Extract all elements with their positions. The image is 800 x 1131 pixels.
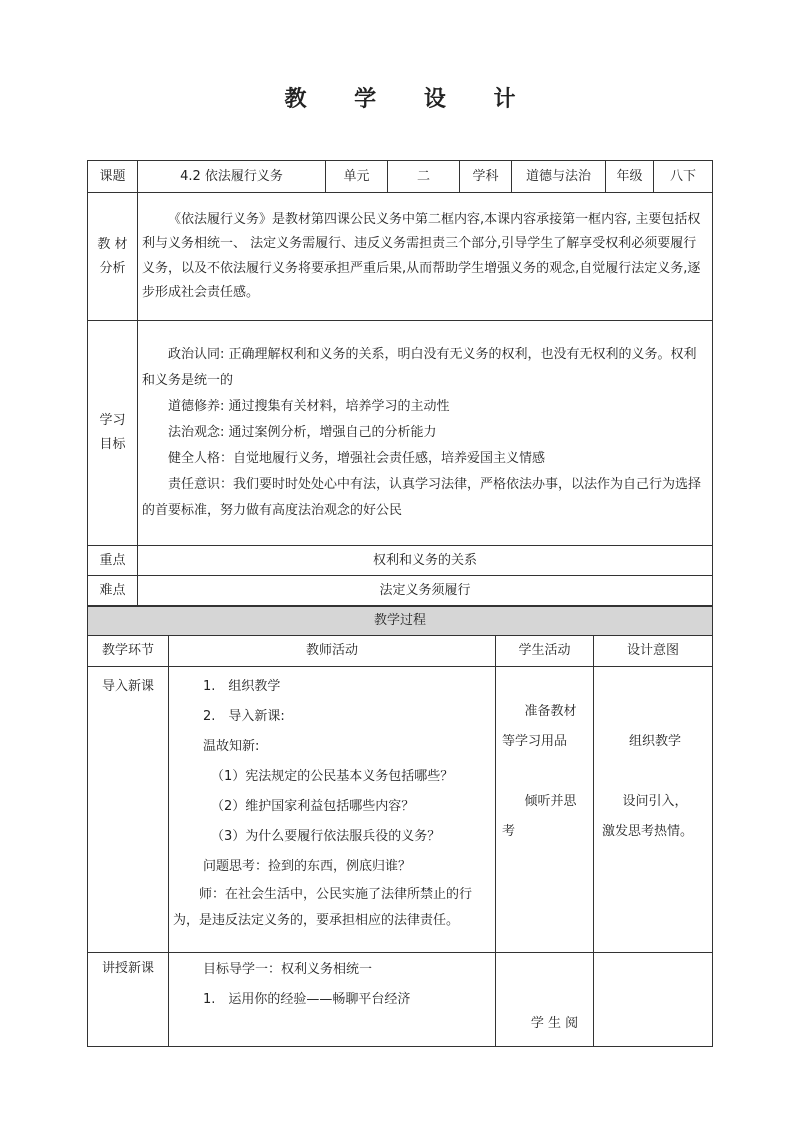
lecture-teacher-cell: [169, 953, 496, 1047]
subject-value: 道德与法治: [512, 161, 606, 193]
goal-political: 政治认同: 正确理解权利和义务的关系，明白没有无义务的权利，也没有无权利的义务。权利和义务是统一的: [142, 347, 697, 388]
intro-step-1: 1. 组织教学: [203, 679, 281, 694]
intro-teacher-note: 师：在社会生活中，公民实施了法律所禁止的行为，是违反法定义务的，要承担相应的法律责任。: [173, 887, 473, 928]
header-stage: 教学环节: [88, 636, 169, 667]
intro-purpose-1: 组织教学: [629, 734, 682, 749]
unit-value: 二: [388, 161, 460, 193]
lecture-step-1: 1. 运用你的经验——畅聊平台经济: [203, 992, 411, 1007]
intro-student-2: 等学习用品: [502, 734, 568, 749]
goals-label: 学习 目标: [88, 321, 138, 546]
intro-student-4: 考: [502, 824, 516, 839]
material-text-cell: [138, 193, 713, 321]
subject-label: 学科: [460, 161, 512, 193]
page-title: 教 学 设 计: [284, 86, 536, 112]
grade-label: 年级: [606, 161, 654, 193]
goal-responsibility: 责任意识：我们要时时处处心中有法，认真学习法律，严格依法办事，以法作为自己行为选择的首要标准，努力做有高度法治观念的好公民: [142, 477, 702, 518]
key-point-value: 权利和义务的关系: [138, 546, 713, 576]
intro-purpose-cell: [594, 667, 713, 953]
lecture-student-cell: [496, 953, 594, 1047]
header-student: 学生活动: [496, 636, 594, 667]
difficult-point-value: 法定义务须履行: [138, 576, 713, 606]
course-value: 4.2 依法履行义务: [138, 161, 326, 193]
intro-stage: 导入新课: [88, 667, 169, 953]
goal-law: 法治观念: 通过案例分析，增强自己的分析能力: [168, 425, 437, 440]
material-label: 教 材 分析: [88, 193, 138, 321]
grade-value: 八下: [654, 161, 713, 193]
intro-student-1: 准备教材: [524, 704, 577, 719]
header-purpose: 设计意图: [594, 636, 713, 667]
intro-purpose-3: 激发思考热情。: [602, 824, 694, 839]
unit-label: 单元: [326, 161, 388, 193]
goals-cell: [138, 321, 713, 546]
goal-moral: 道德修养: 通过搜集有关材料，培养学习的主动性: [168, 399, 450, 414]
lecture-student-1: 学 生 阅: [530, 1016, 579, 1031]
intro-step-2: 2. 导入新课:: [203, 709, 285, 724]
intro-student-3: 倾听并思: [524, 794, 577, 809]
key-point-label: 重点: [88, 546, 138, 576]
lecture-purpose-cell: [594, 953, 713, 1047]
difficult-point-label: 难点: [88, 576, 138, 606]
process-heading: 教学过程: [88, 607, 713, 636]
course-label: 课题: [88, 161, 138, 193]
intro-review: 温故知新:: [203, 739, 260, 754]
lesson-info-table: [87, 160, 713, 606]
goal-personality: 健全人格：自觉地履行义务，增强社会责任感，培养爱国主义情感: [168, 451, 546, 466]
material-text: 《依法履行义务》是教材第四课公民义务中第二框内容,本课内容承接第一框内容, 主要包括权利与义务相统一、 法定义务需履行、违反义务需担责三个部分,引导学生了解享受权利必须要履行义务，以及不依法履行义务将要承担严重后果,从而帮助学生增强义务的观念,自觉履行法定义务,逐步形成社会责任感。: [142, 211, 701, 300]
intro-question-3: （3）为什么要履行依法服兵役的义务？: [211, 829, 441, 844]
process-table: [87, 606, 713, 1047]
intro-teacher-cell: [169, 667, 496, 953]
intro-question-1: （1）宪法规定的公民基本义务包括哪些？: [211, 769, 454, 784]
intro-purpose-2: 设问引入，: [622, 794, 688, 809]
header-teacher: 教师活动: [169, 636, 496, 667]
lecture-goal-1: 目标导学一：权利义务相统一: [203, 962, 373, 977]
intro-think: 问题思考：捡到的东西，例底归谁？: [203, 859, 412, 874]
intro-student-cell: [496, 667, 594, 953]
intro-question-2: （2）维护国家利益包括哪些内容？: [211, 799, 415, 814]
lecture-stage: 讲授新课: [88, 953, 169, 1047]
